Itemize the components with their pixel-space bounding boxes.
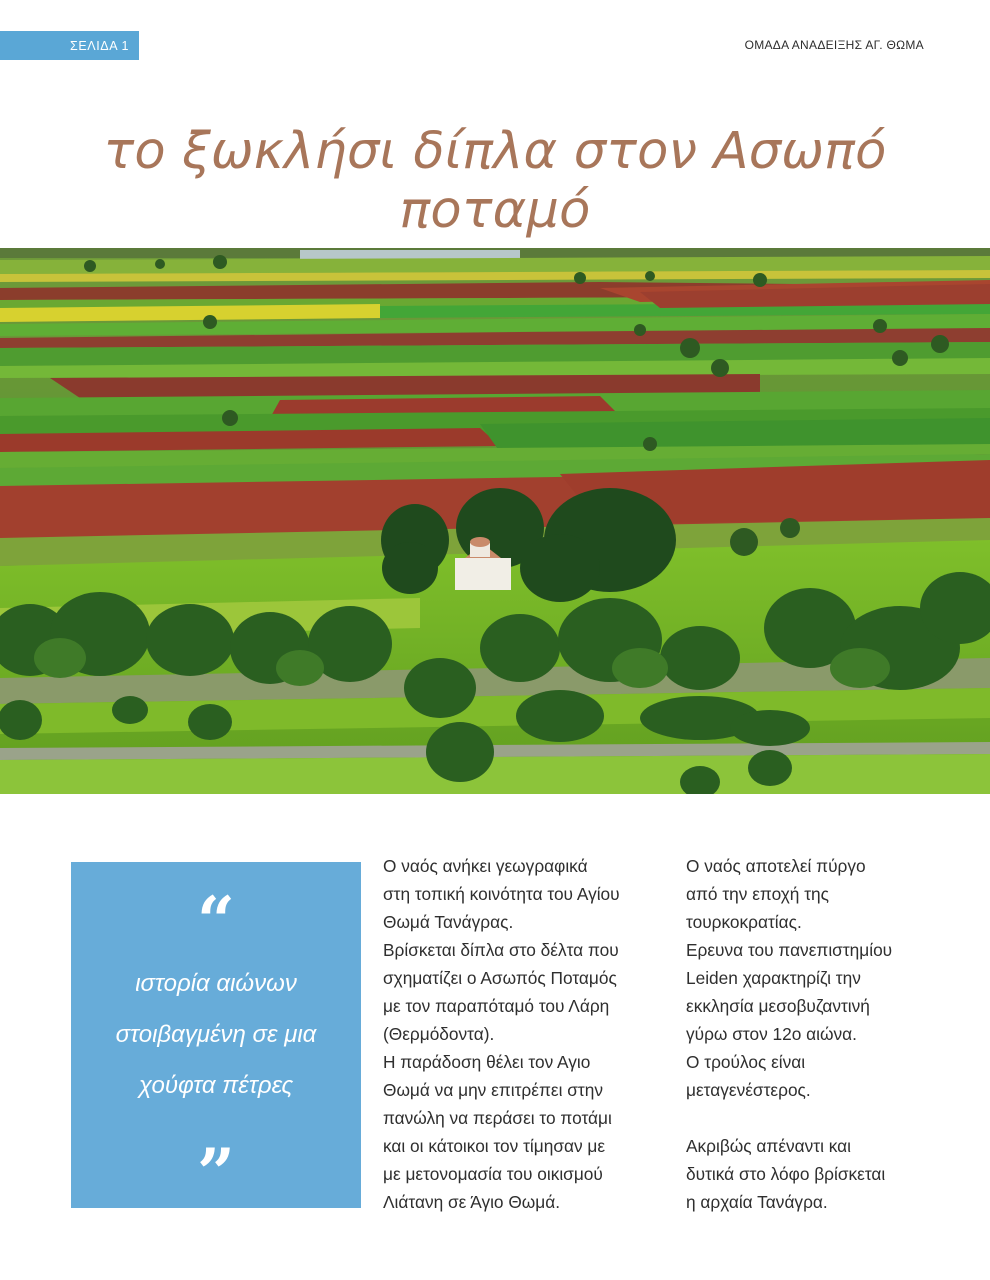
body-line: Ο ναός ανήκει γεωγραφικά bbox=[383, 856, 588, 876]
body-line: Ερευνα του πανεπιστημίου bbox=[686, 940, 893, 960]
pull-quote-text bbox=[91, 958, 341, 1111]
body-line: με μετονομασία του οικισμού bbox=[383, 1164, 603, 1184]
chapel-shape bbox=[455, 558, 511, 590]
body-line: Η παράδοση θέλει τον Αγιο bbox=[383, 1052, 591, 1072]
body-line: δυτικά στο λόφο βρίσκεται bbox=[686, 1164, 886, 1184]
page-number-label: ΣΕΛΙΔΑ 1 bbox=[70, 38, 130, 53]
body-line: Ακριβώς απέναντι και bbox=[686, 1136, 852, 1156]
body-line: Θωμά Τανάγρας. bbox=[383, 912, 514, 932]
landscape-illustration bbox=[0, 248, 990, 794]
body-line: Leiden χαρακτηρίζι την bbox=[686, 968, 861, 988]
group-name-header: ΟΜΑΔΑ ΑΝΑΔΕΙΞΗΣ ΑΓ. ΘΩΜΑ bbox=[744, 38, 924, 52]
body-line: και οι κάτοικοι τον τίμησαν με bbox=[383, 1136, 606, 1156]
body-line: εκκλησία μεσοβυζαντινή bbox=[686, 996, 870, 1016]
body-line: πανώλη να περάσει το ποτάμι bbox=[383, 1108, 612, 1128]
pull-quote-line: στοιβαγμένη σε μια bbox=[115, 1021, 317, 1048]
body-line: σχηματίζει ο Ασωπός Ποταμός bbox=[383, 968, 617, 988]
body-line: μεταγενέστερος. bbox=[686, 1080, 811, 1100]
body-column-1 bbox=[383, 852, 668, 1216]
body-line: στη τοπική κοινότητα του Αγίου bbox=[383, 884, 620, 904]
body-line: Ο ναός αποτελεί πύργο bbox=[686, 856, 866, 876]
body-line: Θωμά να μην επιτρέπει στην bbox=[383, 1080, 603, 1100]
body-line: Λιάτανη σε Άγιο Θωμά. bbox=[383, 1192, 561, 1212]
close-quote-icon: ” bbox=[197, 1134, 235, 1212]
pull-quote-box bbox=[71, 862, 361, 1212]
body-line: Ο τρούλος είναι bbox=[686, 1052, 806, 1072]
body-column-2 bbox=[686, 852, 946, 1216]
paragraph-gap bbox=[686, 1104, 946, 1132]
body-line: με τον παραπόταμό του Λάρη bbox=[383, 996, 610, 1016]
pull-quote-line: ιστορία αιώνων bbox=[135, 970, 297, 997]
body-line: Βρίσκεται δίπλα στο δέλτα που bbox=[383, 940, 619, 960]
body-line: (Θερμόδοντα). bbox=[383, 1024, 495, 1044]
page-number-tab bbox=[0, 31, 139, 60]
body-line: η αρχαία Τανάγρα. bbox=[686, 1192, 828, 1212]
body-line: γύρω στον 12ο αιώνα. bbox=[686, 1024, 857, 1044]
hero-landscape-photo bbox=[0, 248, 990, 794]
body-line: τουρκοκρατίας. bbox=[686, 912, 802, 932]
open-quote-icon: “ bbox=[197, 882, 235, 960]
body-line: από την εποχή της bbox=[686, 884, 829, 904]
pull-quote-line: χούφτα πέτρες bbox=[138, 1072, 294, 1099]
article-title: το ξωκλήσι δίπλα στον Ασωπό ποταμό bbox=[103, 122, 887, 240]
